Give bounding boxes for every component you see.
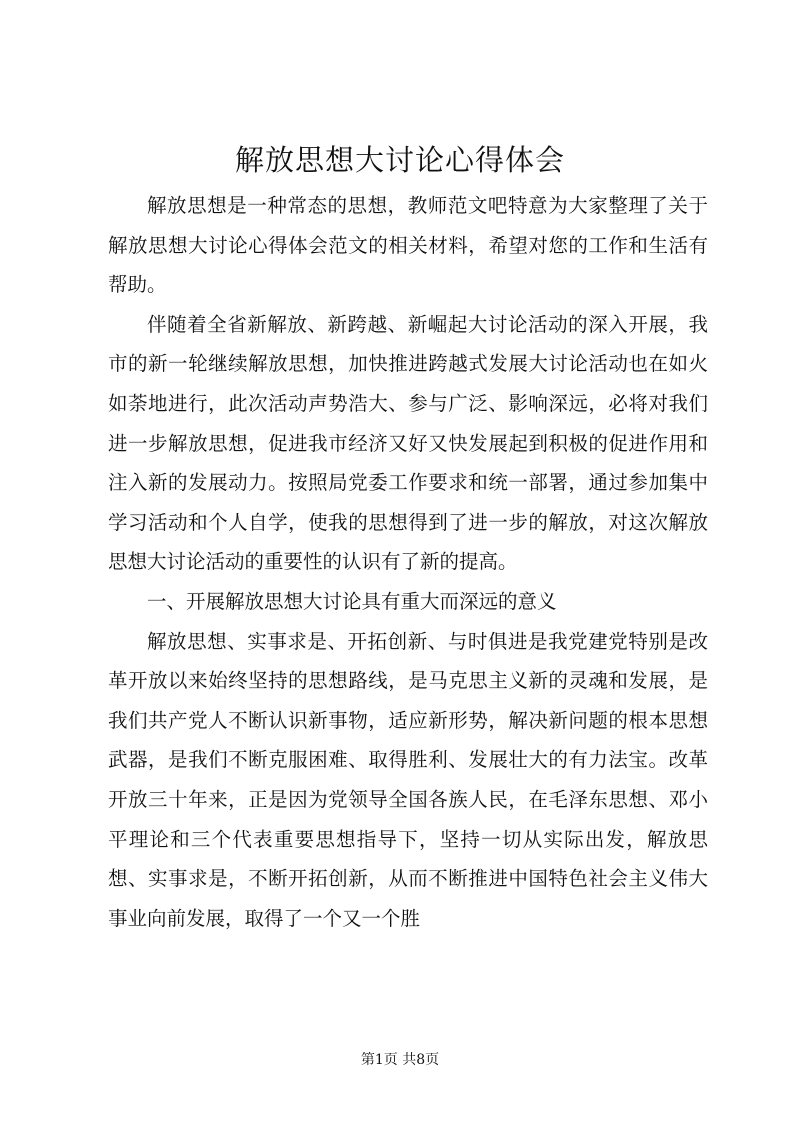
paragraph-background: 伴随着全省新解放、新跨越、新崛起大讨论活动的深入开展，我市的新一轮继续解放思想，加快推进跨越式发展大讨论活动也在如火如荼地进行，此次活动声势浩大、参与广泛、影响深远，必将对我们进一步解放思想，促进我市经济又好又快发展起到积极的促进作用和注入新的发展动力。按照局党委工作要求和统一部署，通过参加集中学习活动和个人自学，使我的思想得到了进一步的解放，对这次解放思想大讨论活动的重要性的认识有了新的提高。: [108, 312, 708, 574]
paragraph-significance: 解放思想、实事求是、开拓创新、与时俱进是我党建党特别是改革开放以来始终坚持的思想路线，是马克思主义新的灵魂和发展，是我们共产党人不断认识新事物，适应新形势，解决新问题的根本思想武器，是我们不断克服困难、取得胜利、发展壮大的有力法宝。改革开放三十年来，正是因为党领导全国各族人民，在毛泽东思想、邓小平理论和三个代表重要思想指导下，坚持一切从实际出发，解放思想、实事求是，不断开拓创新，从而不断推进中国特色社会主义伟大事业向前发展，取得了一个又一个胜: [108, 629, 708, 930]
page-footer: 第1页 共8页: [360, 1052, 440, 1068]
document-body: [108, 186, 708, 938]
paragraph-intro: 解放思想是一种常态的思想，教师范文吧特意为大家整理了关于解放思想大讨论心得体会范文的相关材料，希望对您的工作和生活有帮助。: [108, 194, 708, 297]
document-title: 解放思想大讨论心得体会: [234, 143, 565, 177]
section-heading: 一、开展解放思想大讨论具有重大而深远的意义: [147, 589, 557, 613]
